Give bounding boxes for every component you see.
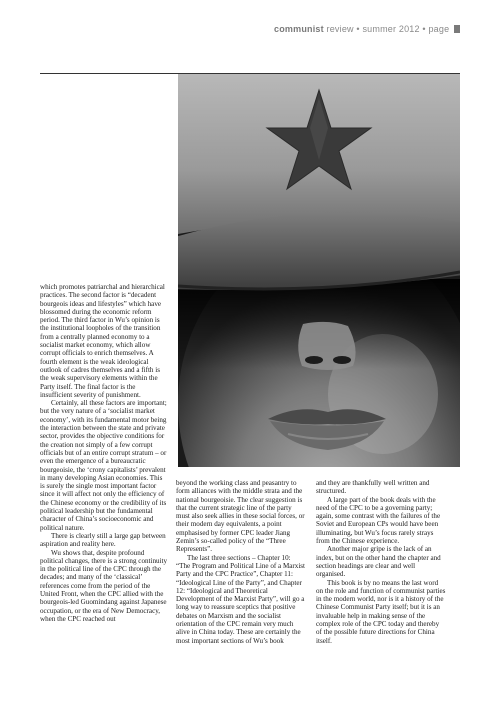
paragraph: and they are thankfully well written and structured. (316, 479, 430, 496)
text-column-3 (316, 479, 446, 645)
paragraph: Wu shows that, despite profound political changes, there is a strong continuity in the political line of the CPC through the decades; and many of the ‘classical’ references come from the period of the United Front, when the CPC allied with the bourgeois-led Guomindang against Japanese occupation, or the era of New Democracy, when the CPC reached out (40, 548, 168, 623)
paragraph: The last three sections – Chapter 10: “The Program and Political Line of a Marxist Party and the CPC Practice”, Chapter 11: “Ideological Line of the Party”, and Chapter 12: “Ideological and Theoretical Development of the Marxist Party”, will go a long way to reassure sceptics that positive debates on Marxism and the socialist orientation of the CPC remain very much alive in China today. These are certainly the most important sections of Wu’s book (176, 553, 306, 645)
running-header (274, 24, 460, 34)
paragraph: This book is by no means the last word on the role and function of communist parties in the modern world, nor is it a history of the Chinese Communist Party itself; but it is an invaluable help in making sense of the complex role of the CPC today and thereby of the possible future directions for China itself. (316, 578, 446, 645)
paragraph: beyond the working class and peasantry to form alliances with the middle strata and the national bourgeoisie. The clear suggestion is that the current strategic line of the party must also seek allies in these social forces, or their modern day equivalents, a point emphasised by former CPC leader Jiang Zemin’s so-called policy of the “Three Represents”. (176, 479, 305, 554)
paragraph: A large part of the book deals with the need of the CPC to be a governing party; again, some contrast with the failures of the Soviet and European CPs would have been illuminating, but Wu’s focus rarely strays from the Chinese experience. (316, 495, 441, 546)
paragraph: Another major gripe is the lack of an index, but on the other hand the chapter and section headings are clear and well organised. (316, 545, 441, 579)
text-column-2 (176, 479, 306, 645)
text-column-1 (40, 283, 168, 623)
header-issue-info: review • summer 2012 • page (323, 24, 452, 34)
paragraph: There is clearly still a large gap between aspiration and reality here. (40, 531, 166, 549)
paragraph: which promotes patriarchal and hierarchical practices. The second factor is “decadent bourgeois ideas and lifestyles” which have blossomed during the economic reform period. The third factor in Wu’s opinion is the institutional loopholes of the transition from a centrally planned economy to a socialist market economy, which allow corrupt officials to enrich themselves. A fourth element is the weak ideological outlook of cadres themselves and a fifth is the weak supervisory elements within the Party itself. The final factor is the insufficient severity of punishment. (40, 283, 165, 399)
page-number-mark (454, 25, 460, 33)
journal-brand: communist (274, 24, 324, 34)
cap-star-photo (178, 74, 460, 467)
paragraph: Certainly, all these factors are important; but the very nature of a ‘socialist market economy’, with its fundamental motor being the interaction between the state and private sector, provides the objective conditions for the creation not simply of a few corrupt officials but of an entire corrupt stratum – or even the emergence of a bureaucratic bourgeoisie, the ‘crony capitalists’ prevalent in many developing Asian economies. This is surely the single most important factor since it will affect not only the efficiency of the Chinese economy or the credibility of its political leadership but the fundamental character of China’s socioeconomic and political nature. (40, 399, 167, 532)
